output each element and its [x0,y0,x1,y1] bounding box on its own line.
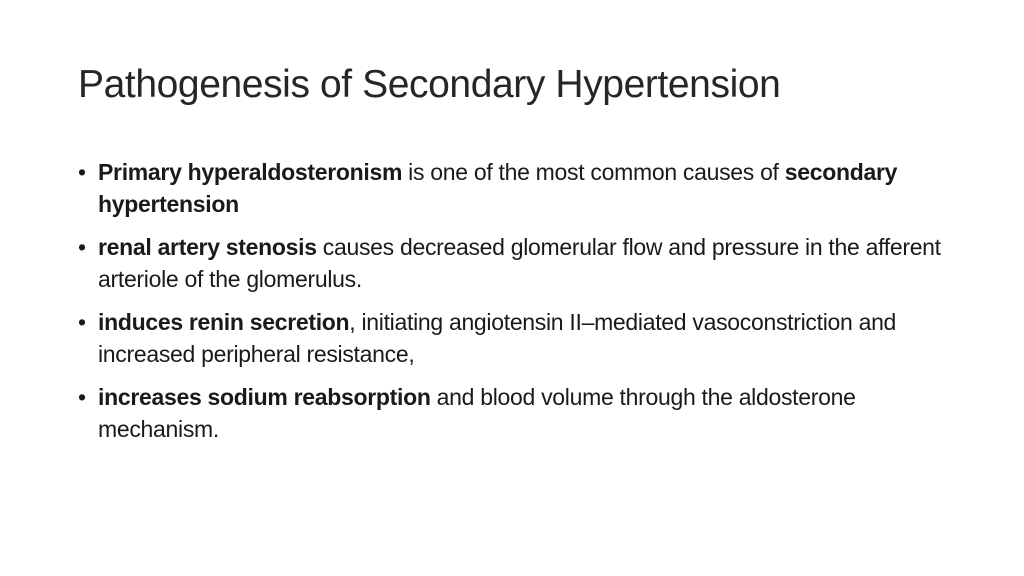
bullet-item [78,306,958,370]
bullet-dot-icon: • [78,234,86,260]
bullet-dot-icon: • [78,159,86,185]
bullet-bold-term: induces renin secretion [98,309,350,335]
bullet-bold-term: Primary hyperaldosteronism [98,159,403,185]
bullet-text: causes decreased glomerular flow and pressure in the afferent arteriole of the glomerulus. [98,234,941,292]
bullet-dot-icon: • [78,309,86,335]
bullet-text: , initiating angiotensin II–mediated vasoconstriction and increased peripheral resistance, [98,309,897,367]
bullet-list [78,156,958,456]
bullet-text: is one of the most common causes of [402,159,785,185]
bullet-dot-icon: • [78,384,86,410]
bullet-bold-term: increases sodium reabsorption [98,384,431,410]
bullet-bold-term: secondary hypertension [98,159,898,217]
bullet-item [78,231,958,295]
bullet-item [78,156,958,220]
bullet-text: and blood volume through the aldosterone mechanism. [98,384,856,442]
bullet-bold-term: renal artery stenosis [98,234,317,260]
bullet-item [78,381,958,445]
slide-title: Pathogenesis of Secondary Hypertension [78,63,781,106]
